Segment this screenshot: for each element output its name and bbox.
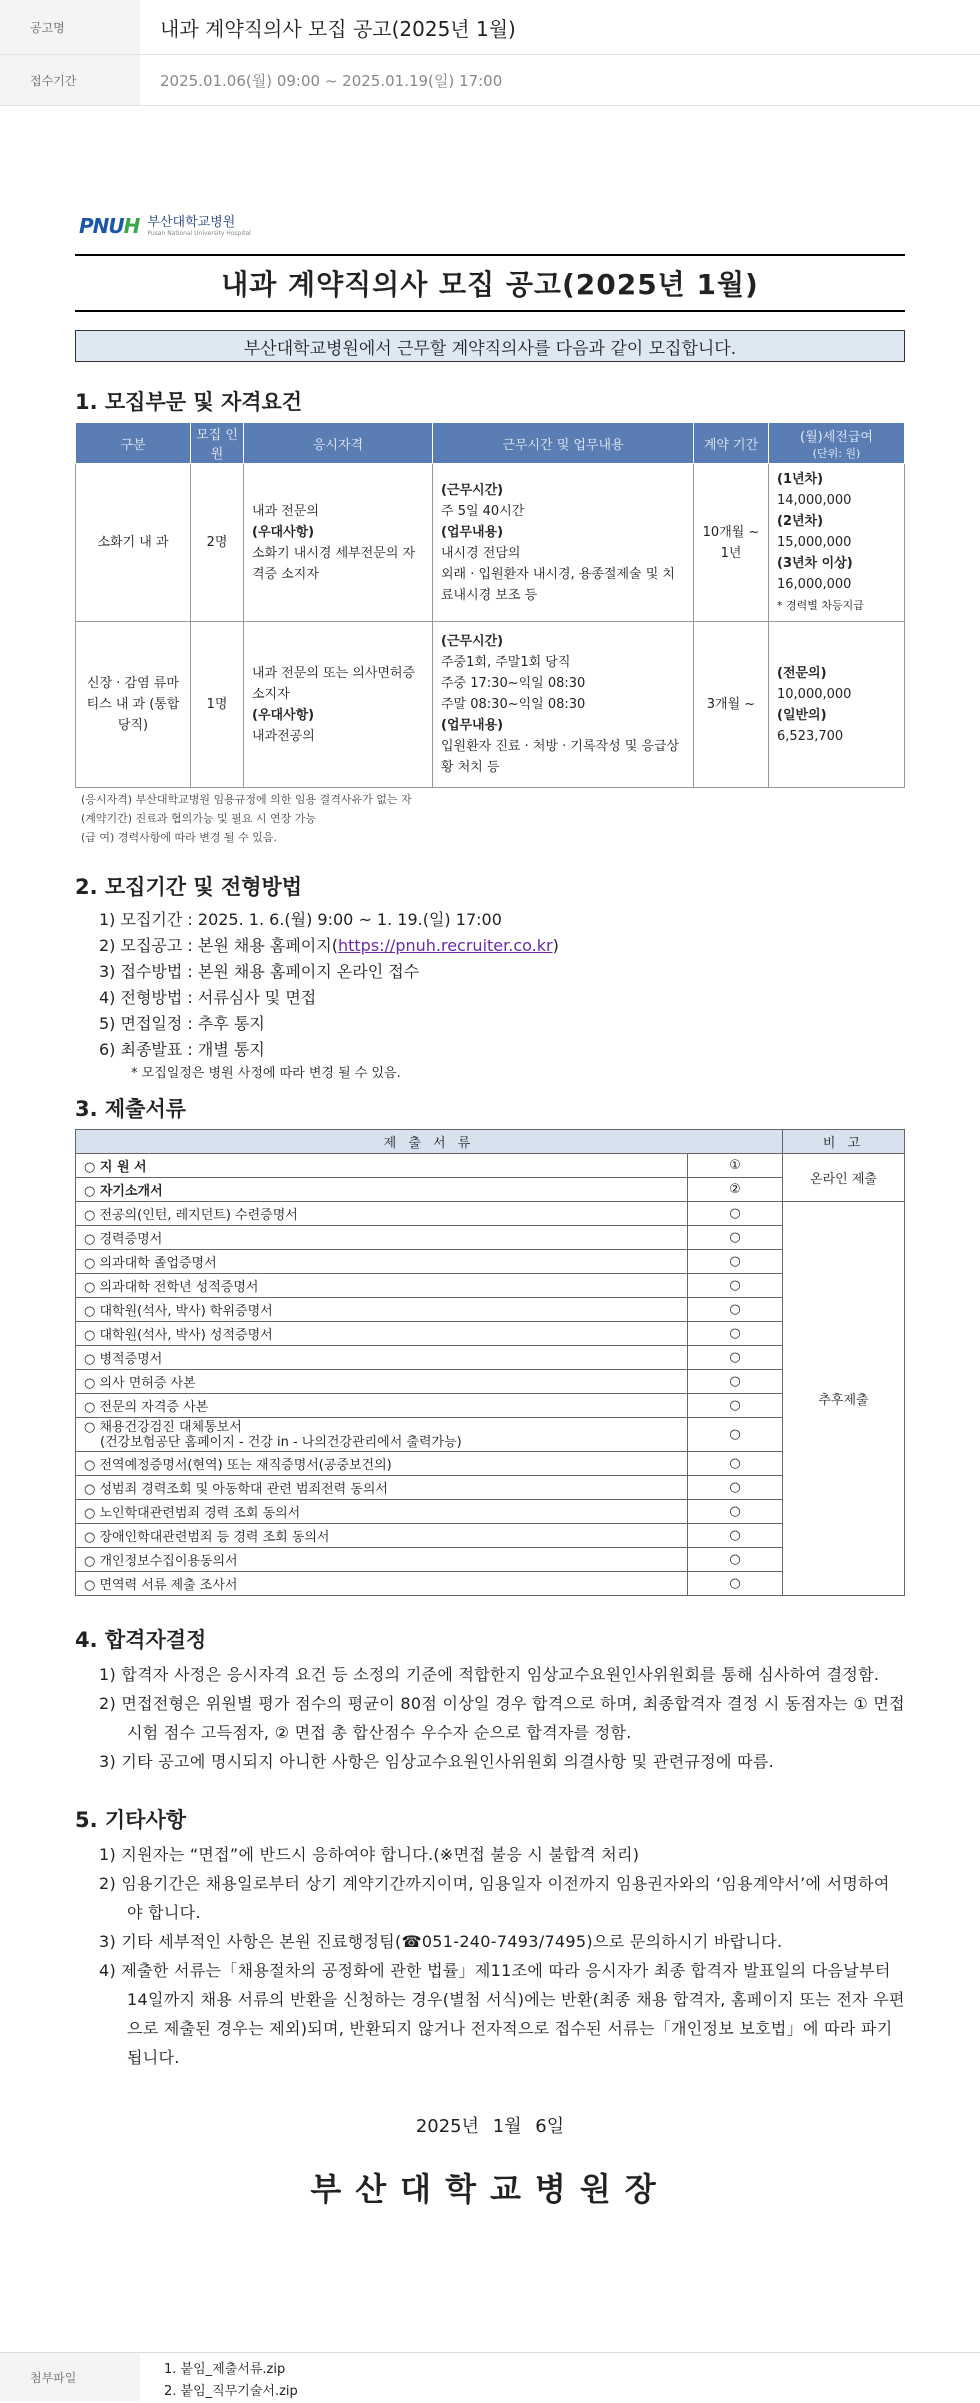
- th-period: 계약 기간: [694, 423, 769, 464]
- document-name: ○ 전역예정증명서(현역) 또는 재직증명서(공중보건의): [76, 1452, 688, 1476]
- th-division: 구분: [76, 423, 191, 464]
- document-name: ○ 경력증명서: [76, 1226, 688, 1250]
- row2-period: 3개월 ~: [694, 622, 769, 788]
- row1-work: (근무시간) 주 5일 40시간 (업무내용) 내시경 전담의 외래 · 입원환자 내시경, 용종절제술 및 치료내시경 보조 등: [433, 464, 694, 622]
- document-row: [76, 1394, 905, 1418]
- schedule-list: 1) 모집기간 : 2025. 1. 6.(월) 9:00 ~ 1. 19.(일) 17:00 2) 모집공고 : 본원 채용 홈페이지(https://pnuh.recruiter.co.kr) 3) 접수방법 : 본원 채용 홈페이지 온라인 접수 4) 전형방법 : 서류심사 및 면접 5) 면접일정 : 추후 통지 6) 최종발표 : 개별 통지: [99, 910, 559, 1059]
- th-work: 근무시간 및 업무내용: [433, 423, 694, 464]
- document-name: ○ 의과대학 졸업증명서: [76, 1250, 688, 1274]
- section1-heading: 1. 모집부문 및 자격요건: [75, 390, 303, 414]
- document-name: ○ 지 원 서: [76, 1154, 688, 1178]
- logo-icon: PNUH: [79, 214, 140, 238]
- document-name: ○ 장애인학대관련범죄 등 경력 조회 동의서: [76, 1524, 688, 1548]
- document-mark: ①: [688, 1154, 783, 1178]
- document-name: ○ 의과대학 전학년 성적증명서: [76, 1274, 688, 1298]
- document-row: [76, 1250, 905, 1274]
- logo-sub: Pusan National University Hospital: [147, 229, 251, 237]
- document-row: [76, 1322, 905, 1346]
- document-mark: ○: [688, 1274, 783, 1298]
- hospital-logo: [79, 206, 905, 246]
- document-row: [76, 1524, 905, 1548]
- attachment-file-link[interactable]: 1. 붙임_제출서류.zip: [164, 2362, 286, 2377]
- row1-dept: 소화기 내 과: [76, 464, 191, 622]
- row2-count: 1명: [191, 622, 244, 788]
- document-name: ○ 대학원(석사, 박사) 학위증명서: [76, 1298, 688, 1322]
- document-mark: ○: [688, 1250, 783, 1274]
- attachments-row: [0, 2352, 980, 2401]
- document-mark: ○: [688, 1202, 783, 1226]
- other-list: 1) 지원자는 “면접”에 반드시 응하여야 합니다.(※면접 불응 시 불합격 처리) 2) 임용기간은 채용일로부터 상기 계약기간까지이며, 임용일자 이전까지 임용권자와의 ‘임용계약서’에 서명하여야 합니다. 3) 기타 세부적인 사항은 본원 진료행정팀(☎051-240-7493/7495)으로 문의하시기 바랍니다. 4) 제출한 서류는「채용절차의 공정화에 관한 법률」제11조에 따라 응시자가 최종 합격자 발표일의 다음날부터 14일까지 채용 서류의 반환을 신청하는 경우(별첨 서식)에는 반환(최종 채용 합격자, 홈페이지 또는 전자 우편으로 제출된 경우는 제외)되며, 반환되지 않거나 전자적으로 접수된 서류는「개인정보 보호법」에 따라 파기됩니다.: [99, 1845, 905, 2067]
- decision-list: 1) 합격자 사정은 응시자격 요건 등 소정의 기준에 적합한지 임상교수요원인사위원회를 통해 심사하여 결정함. 2) 면접전형은 위원별 평가 점수의 평균이 80점 이상일 경우 합격으로 하며, 최종합격자 결정 시 동점자는 ① 면접시험 점수 고득점자, ② 면접 총 합산점수 우수자 순으로 합격자를 정함. 3) 기타 공고에 명시되지 아니한 사항은 임상교수요원인사위원회 의결사항 및 관련규정에 따름.: [99, 1665, 905, 1771]
- signature: 부산대학교병원장: [310, 2170, 670, 2208]
- row1-qual: 내과 전문의 (우대사항) 소화기 내시경 세부전문의 자격증 소지자: [244, 464, 433, 622]
- row2-pay: (전문의) 10,000,000 (일반의) 6,523,700: [769, 622, 905, 788]
- document-name: ○ 자기소개서: [76, 1178, 688, 1202]
- document-name: ○ 전공의(인턴, 레지던트) 수련증명서: [76, 1202, 688, 1226]
- recruit-table: [75, 422, 905, 788]
- document-row: [76, 1370, 905, 1394]
- document-row: [76, 1226, 905, 1250]
- section2-heading: 2. 모집기간 및 전형방법: [75, 875, 303, 899]
- recruit-site-link[interactable]: https://pnuh.recruiter.co.kr: [337, 936, 553, 955]
- document-name: ○ 노인학대관련범죄 경력 조회 동의서: [76, 1500, 688, 1524]
- row2-work: (근무시간) 주중1회, 주말1회 당직 주중 17:30~익일 08:30 주말 08:30~익일 08:30 (업무내용) 입원환자 진료 · 처방 · 기록작성 및 응급상황 처치 등: [433, 622, 694, 788]
- period-label: 접수기간: [0, 55, 140, 105]
- section4-heading: 4. 합격자결정: [75, 1628, 207, 1652]
- document-name: ○ 성범죄 경력조회 및 아동학대 관련 범죄전력 동의서: [76, 1476, 688, 1500]
- document-mark: ○: [688, 1418, 783, 1452]
- document-mark: ○: [688, 1452, 783, 1476]
- th-pay: (월)세전급여 (단위: 원): [769, 423, 905, 464]
- documents-table: [75, 1129, 905, 1596]
- recruit-notes: (응시자격) 부산대학교병원 임용규정에 의한 임용 결격사유가 없는 자 (계약기간) 진료과 협의가능 및 필요 시 연장 가능 (급 여) 경력사항에 따라 변경 될 수 있음.: [81, 793, 412, 844]
- document-name: ○ 의사 면허증 사본: [76, 1370, 688, 1394]
- document-mark: ○: [688, 1394, 783, 1418]
- attachments-label: 첨부파일: [0, 2353, 140, 2401]
- document-mark: ○: [688, 1500, 783, 1524]
- document-name: ○ 면역력 서류 제출 조사서: [76, 1572, 688, 1596]
- document-mark: ○: [688, 1346, 783, 1370]
- document-row: [76, 1298, 905, 1322]
- th-count: 모집 인원: [191, 423, 244, 464]
- document-row: [76, 1500, 905, 1524]
- document-mark: ○: [688, 1572, 783, 1596]
- note-online: 온라인 제출: [783, 1154, 905, 1202]
- document-row: [76, 1154, 905, 1178]
- document-row: [76, 1346, 905, 1370]
- logo-name: 부산대학교병원: [147, 214, 236, 230]
- document-title: 내과 계약직의사 모집 공고(2025년 1월): [75, 254, 905, 312]
- schedule-note: * 모집일정은 병원 사정에 따라 변경 될 수 있음.: [131, 1066, 401, 1081]
- document-name: ○ 개인정보수집이용동의서: [76, 1548, 688, 1572]
- period-value: 2025.01.06(월) 09:00 ~ 2025.01.19(일) 17:00: [160, 71, 503, 90]
- title-label: 공고명: [0, 0, 140, 54]
- section5-heading: 5. 기타사항: [75, 1808, 187, 1832]
- document-mark: ○: [688, 1322, 783, 1346]
- attachment-file-link[interactable]: 2. 붙임_직무기술서.zip: [164, 2384, 298, 2399]
- document-row: [76, 1418, 905, 1452]
- intro-text: 부산대학교병원에서 근무할 계약직의사를 다음과 같이 모집합니다.: [75, 330, 905, 362]
- document-mark: ○: [688, 1524, 783, 1548]
- document-row: [76, 1274, 905, 1298]
- th-documents: 제 출 서 류: [76, 1130, 783, 1154]
- th-note: 비 고: [783, 1130, 905, 1154]
- document-row: [76, 1572, 905, 1596]
- document-row: [76, 1202, 905, 1226]
- th-qual: 응시자격: [244, 423, 433, 464]
- document-mark: ②: [688, 1178, 783, 1202]
- section3-heading: 3. 제출서류: [75, 1097, 187, 1121]
- document-mark: ○: [688, 1370, 783, 1394]
- document-row: [76, 1178, 905, 1202]
- document-name: ○ 채용건강검진 대체통보서 (건강보험공단 홈페이지 - 건강 in - 나의건강관리에서 출력가능): [76, 1418, 688, 1452]
- document-row: [76, 1476, 905, 1500]
- note-later: 추후제출: [783, 1202, 905, 1596]
- document-mark: ○: [688, 1298, 783, 1322]
- notice-title-row: [0, 0, 980, 55]
- row1-pay: (1년차) 14,000,000 (2년차) 15,000,000 (3년차 이상) 16,000,000 * 경력별 차등지급: [769, 464, 905, 622]
- row2-qual: 내과 전문의 또는 의사면허증 소지자 (우대사항) 내과전공의: [244, 622, 433, 788]
- row1-count: 2명: [191, 464, 244, 622]
- document-row: [76, 1548, 905, 1572]
- notice-title: 내과 계약직의사 모집 공고(2025년 1월): [160, 16, 516, 41]
- notice-date: 2025년 1월 6일: [415, 2116, 565, 2137]
- document-name: ○ 대학원(석사, 박사) 성적증명서: [76, 1322, 688, 1346]
- document-mark: ○: [688, 1476, 783, 1500]
- row1-period: 10개월 ~ 1년: [694, 464, 769, 622]
- document-row: [76, 1452, 905, 1476]
- document-name: ○ 전문의 자격증 사본: [76, 1394, 688, 1418]
- notice-document: [75, 106, 905, 2210]
- period-row: [0, 55, 980, 106]
- document-mark: ○: [688, 1226, 783, 1250]
- document-name: ○ 병적증명서: [76, 1346, 688, 1370]
- row2-dept: 신장 · 감염 류마티스 내 과 (통합당직): [76, 622, 191, 788]
- document-mark: ○: [688, 1548, 783, 1572]
